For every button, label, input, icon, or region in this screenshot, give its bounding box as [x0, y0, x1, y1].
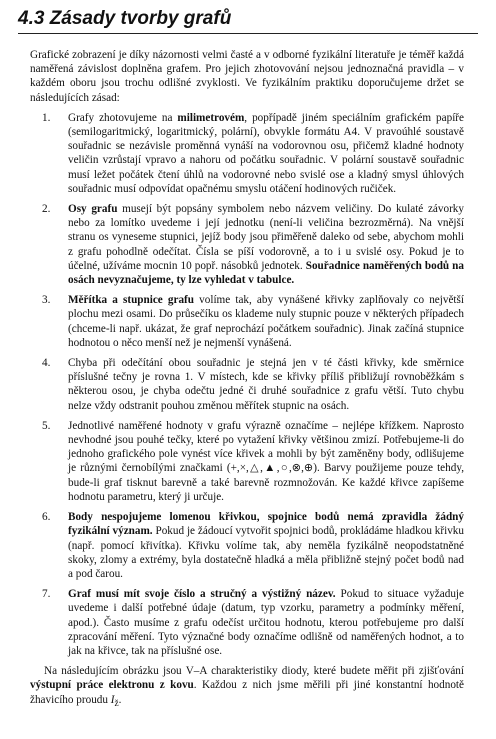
closing-period: .: [118, 693, 122, 706]
list-item: [30, 202, 464, 287]
list-item: [30, 587, 464, 658]
item-number: 6.: [42, 511, 51, 524]
item-text: [68, 293, 464, 350]
item-lead: Grafy zhotovujeme na: [68, 111, 178, 124]
item-number: 7.: [42, 588, 51, 601]
item-emphasis: milimetrovém: [177, 111, 245, 124]
item-number: 4.: [42, 357, 51, 370]
intro-paragraph: Grafické zobrazení je díky názornosti velmi časté a v odborné fyzikální literatuře je téměř každá naměřená závislost doplněna grafem. Pro jejich zhotovování nejsou jednoznačná pravidla – v každém oboru jsou trochu odlišné zvyklosti. Ve fyzikálním praktiku doporučujeme držet se následujících zásad:: [30, 49, 464, 104]
item-number: 3.: [42, 294, 51, 307]
item-text: Chyba při odečítání obou souřadnic je stejná jen v té části křivky, kde směrnice příslušné tečny je rovna 1. V místech, kde se křivky příliš přibližují rovnoběžkám s některou osou, je chyba odečtu jedné či druhé souřadnice z grafu větší. Tuto chybu nelze vždy odstranit pouhou změnou měřítek stupnic na osách.: [68, 357, 464, 412]
item-text: [68, 510, 464, 581]
closing-text: Na následujícím obrázku jsou V–A charakteristiky diody, které budete měřit při zjišťování: [44, 665, 464, 678]
list-item: [30, 356, 464, 413]
list-item: [30, 111, 464, 196]
item-number: 1.: [42, 111, 51, 124]
item-rest: Pokud je žádoucí vytvořit spojnici bodů, prokládáme hladkou křivku (např. pomocí křivítka). Křivku volíme tak, aby neměla fyzikálně neopodstatněné skoky, zlomy a extrémy, byla dostatečně hladká a měla přibližně stejný počet bodů nad a pod čarou.: [68, 525, 464, 580]
item-text: [68, 587, 464, 658]
item-rest: , popřípadě jiném speciálním grafickém papíře (semilogaritmický, logaritmický, polární), obvykle formátu A4. V pravoúhlé soustavě souřadnic se nezávisle proměnná vynáší na vodorovnou osu, přičemž kladné hodnoty veličin vzrůstají vpravo a nahoru od počátku souřadnic. V polární soustavě souřadnic musí ležet počátek čtení úhlů na vodorovné nebo svislé ose a kladný smysl úhlových souřadnic musí odpovídat opačnému smyslu otáčení hodinových ručiček.: [68, 111, 464, 195]
item-number: 5.: [42, 419, 51, 432]
item-emphasis: Graf musí mít svoje číslo a stručný a výstižný název.: [68, 588, 336, 601]
list-item: [30, 510, 464, 581]
item-text: [68, 202, 464, 287]
closing-text-2: . Každou z nich jsme měřili při jiné konstantní hodnotě žhavicího proudu: [30, 679, 464, 706]
item-emphasis: Měřítka a stupnice grafu: [68, 294, 195, 307]
closing-paragraph: [30, 664, 464, 711]
list-item: [30, 293, 464, 350]
current-symbol: I: [110, 693, 115, 706]
item-emphasis: Osy grafu: [68, 203, 118, 216]
item-text: Jednotlivé naměřené hodnoty v grafu výrazně označíme – nejlépe křížkem. Naprosto nevhodné jsou pouhé tečky, které po vytažení křivky většinou zmizí. Potřebujeme-li do jednoho grafického pole vynést více křivek a mohli by být zaměněny body, odlišujeme je různými černobílými značkami (+,×,△,▲,○,⊗,⊕). Barvy použijeme pouze tehdy, bude-li graf tisknut barevně a také barevně rozmnožován. Ke každé křivce zapíšeme hodnotu parametru, který ji určuje.: [68, 419, 464, 503]
closing-emphasis: výstupní práce elektronu z kovu: [30, 679, 194, 692]
current-subscript: ž: [114, 698, 119, 709]
item-rest: musejí být popsány symbolem nebo názvem veličiny. Do kulaté závorky nebo za lomítko uvedeme i její jednotku (není-li veličina bezrozměrná). Na vnější stranu os vyneseme stupnici, jejíž body jsou přiměřeně daleko od sebe, abychom mohli z grafu pohodlně odečítat. Čísla se píší vodorovně, a to i u svislé osy. Pokud je to účelné, užíváme mocnin 10 popř. násobků jednotek.: [68, 203, 464, 272]
section-heading: 4.3 Zásady tvorby grafů: [18, 8, 478, 34]
rules-list: [30, 111, 464, 658]
item-number: 2.: [42, 203, 51, 216]
item-emphasis-end: Souřadnice naměřených bodů na osách nevyznačujeme, ty lze vyhledat v tabulce.: [68, 259, 464, 287]
item-rest: Pokud to situace vyžaduje uvedeme i další potřebné údaje (datum, typ vzorku, parametry a podmínky měření, apod.). Často musíme z grafu odečíst určitou hodnotu, kterou potřebujeme pro další zpracování měření. Tyto význačné body označíme odlišně od naměřených hodnot, a to jak na křivce, tak na příslušné ose.: [68, 588, 464, 657]
item-emphasis: Body nespojujeme lomenou křivkou, spojnice bodů nemá zpravidla žádný fyzikální význam.: [68, 511, 464, 538]
item-rest: volíme tak, aby vynášené křivky zaplňovaly co největší plochu mezi osami. Do průsečíku os klademe nuly stupnic pouze v některých případech (chceme-li např. ukázat, že graf neprochází počátkem souřadnic). Jinak začíná stupnice hodnotou o něco menší než je nejmenší vynášená.: [68, 294, 464, 349]
list-item: [30, 419, 464, 504]
item-text: [68, 111, 464, 196]
